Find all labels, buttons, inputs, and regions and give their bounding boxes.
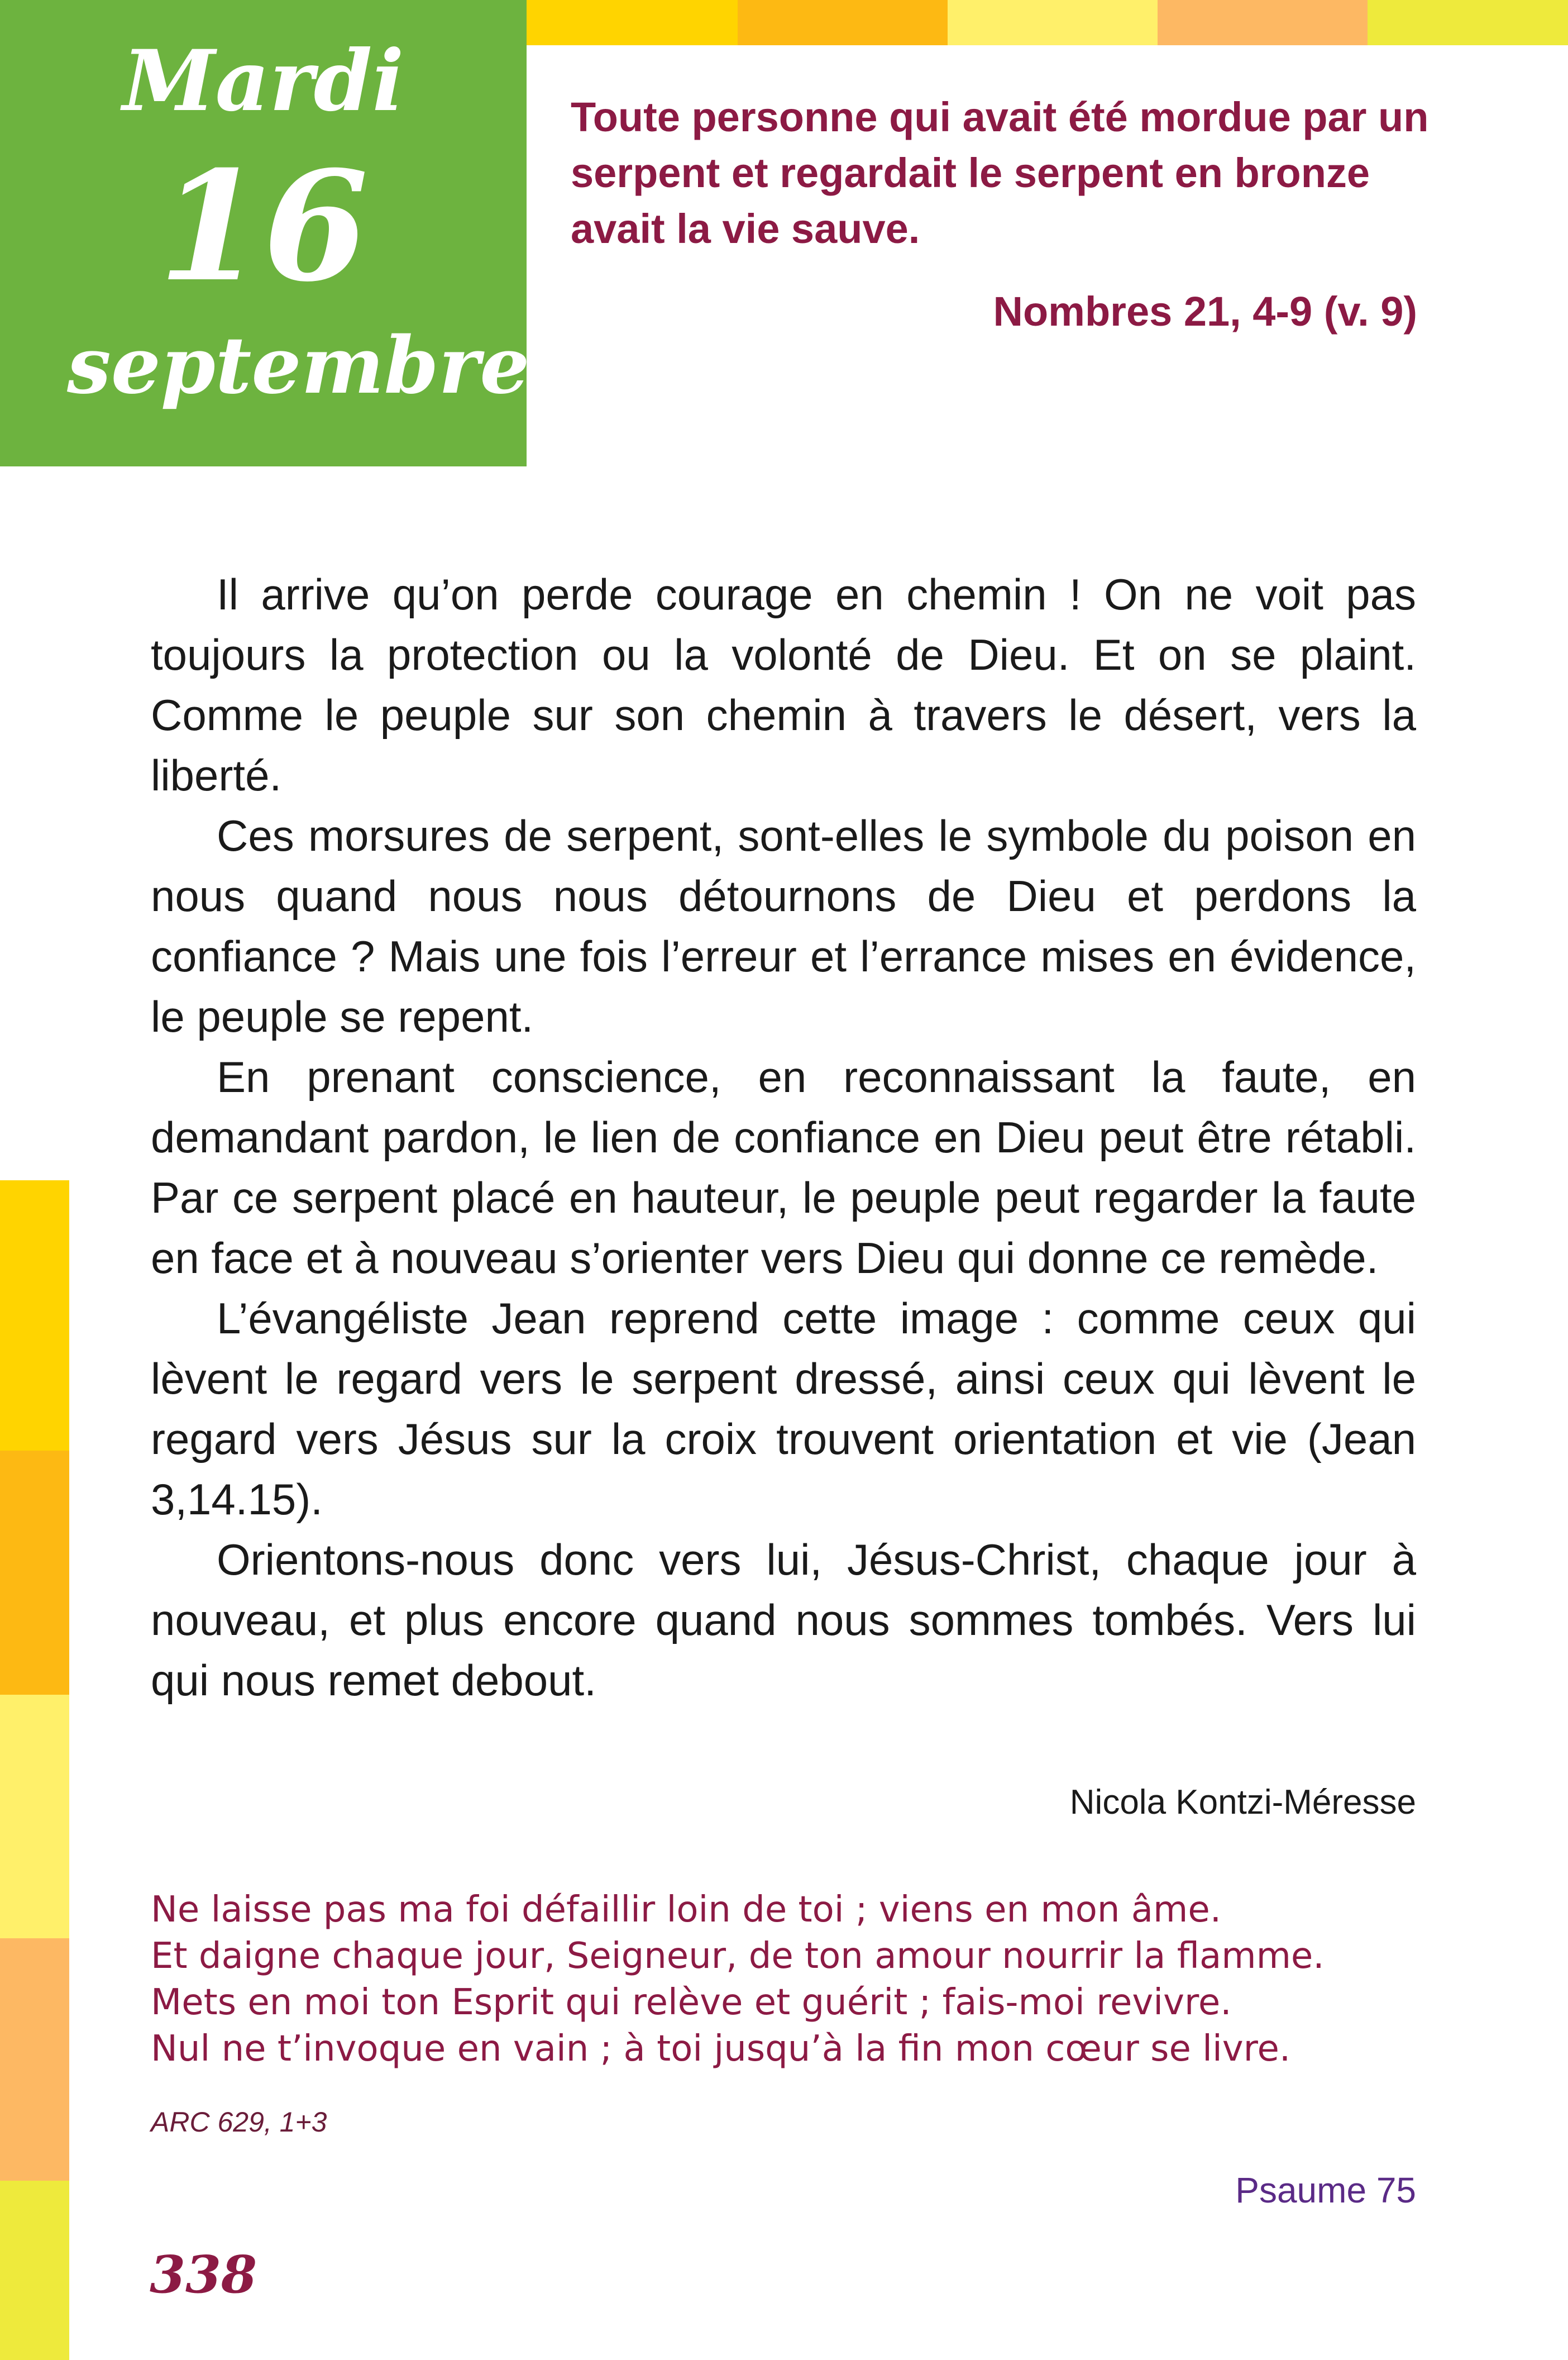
paragraph: En prenant conscience, en reconnaissant la faute, en demandant pardon, le lien de confiance en Dieu peut être rétabli. Par ce serpent placé en hauteur, le peuple peut regarder la faute en face et à nouveau s’orienter vers Dieu qui donne ce remède.	[151, 1052, 1416, 1282]
verse-reference: Nombres 21, 4-9 (v. 9)	[993, 288, 1417, 335]
paragraph: L’évangéliste Jean reprend cette image : comme ceux qui lèvent le regard vers le serpent dressé, ainsi ceux qui lèvent le regard vers Jésus sur la croix trouvent orientation et vie (Jean 3,14.15).	[151, 1294, 1416, 1524]
strip-segment	[1368, 0, 1568, 45]
author: Nicola Kontzi-Méresse	[1069, 1783, 1416, 1822]
top-color-strip	[527, 0, 1568, 45]
hymn-line: Mets en moi ton Esprit qui relève et guérit ; fais-moi revivre.	[151, 1982, 1232, 2023]
hymn-line: Et daigne chaque jour, Seigneur, de ton amour nourrir la flamme.	[151, 1935, 1325, 1977]
page-number: 338	[150, 2244, 257, 2305]
strip-segment	[0, 1938, 69, 2181]
bible-verse: Toute personne qui avait été mordue par un serpent et regardait le serpent en bronze avait la vie sauve.	[571, 94, 1429, 252]
hymn-line: Nul ne t’invoque en vain ; à toi jusqu’à la fin mon cœur se livre.	[151, 2028, 1291, 2070]
strip-segment	[0, 1180, 69, 1451]
weekday: Mardi	[122, 32, 404, 130]
left-color-strip	[0, 1180, 69, 2360]
hymn-line: Ne laisse pas ma foi défaillir loin de toi ; viens en mon âme.	[151, 1889, 1222, 1930]
day-number: 16	[158, 137, 369, 315]
month: septembre	[67, 320, 530, 412]
strip-segment	[527, 0, 738, 45]
hymn-verse	[151, 1887, 1435, 2072]
strip-segment	[738, 0, 948, 45]
paragraph: Ces morsures de serpent, sont-elles le symbole du poison en nous quand nous nous détournons de Dieu et perdons la confiance ? Mais une fois l’erreur et l’errance mises en évidence, le peuple se repent.	[151, 811, 1416, 1041]
date-block	[0, 0, 530, 466]
meditation-text	[151, 564, 1416, 1710]
strip-segment	[0, 2181, 69, 2360]
strip-segment	[1158, 0, 1368, 45]
psalm-reference: Psaume 75	[1235, 2170, 1416, 2210]
paragraph: Il arrive qu’on perde courage en chemin ! On ne voit pas toujours la protection ou la volonté de Dieu. Et on se plaint. Comme le peuple sur son chemin à travers le désert, vers la liberté.	[151, 570, 1416, 800]
hymn-reference: ARC 629, 1+3	[151, 2106, 327, 2138]
paragraph: Orientons-nous donc vers lui, Jésus-Christ, chaque jour à nouveau, et plus encore quand nous sommes tombés. Vers lui qui nous remet debout.	[151, 1535, 1416, 1705]
strip-segment	[0, 1695, 69, 1938]
strip-segment	[948, 0, 1158, 45]
strip-segment	[0, 1451, 69, 1695]
